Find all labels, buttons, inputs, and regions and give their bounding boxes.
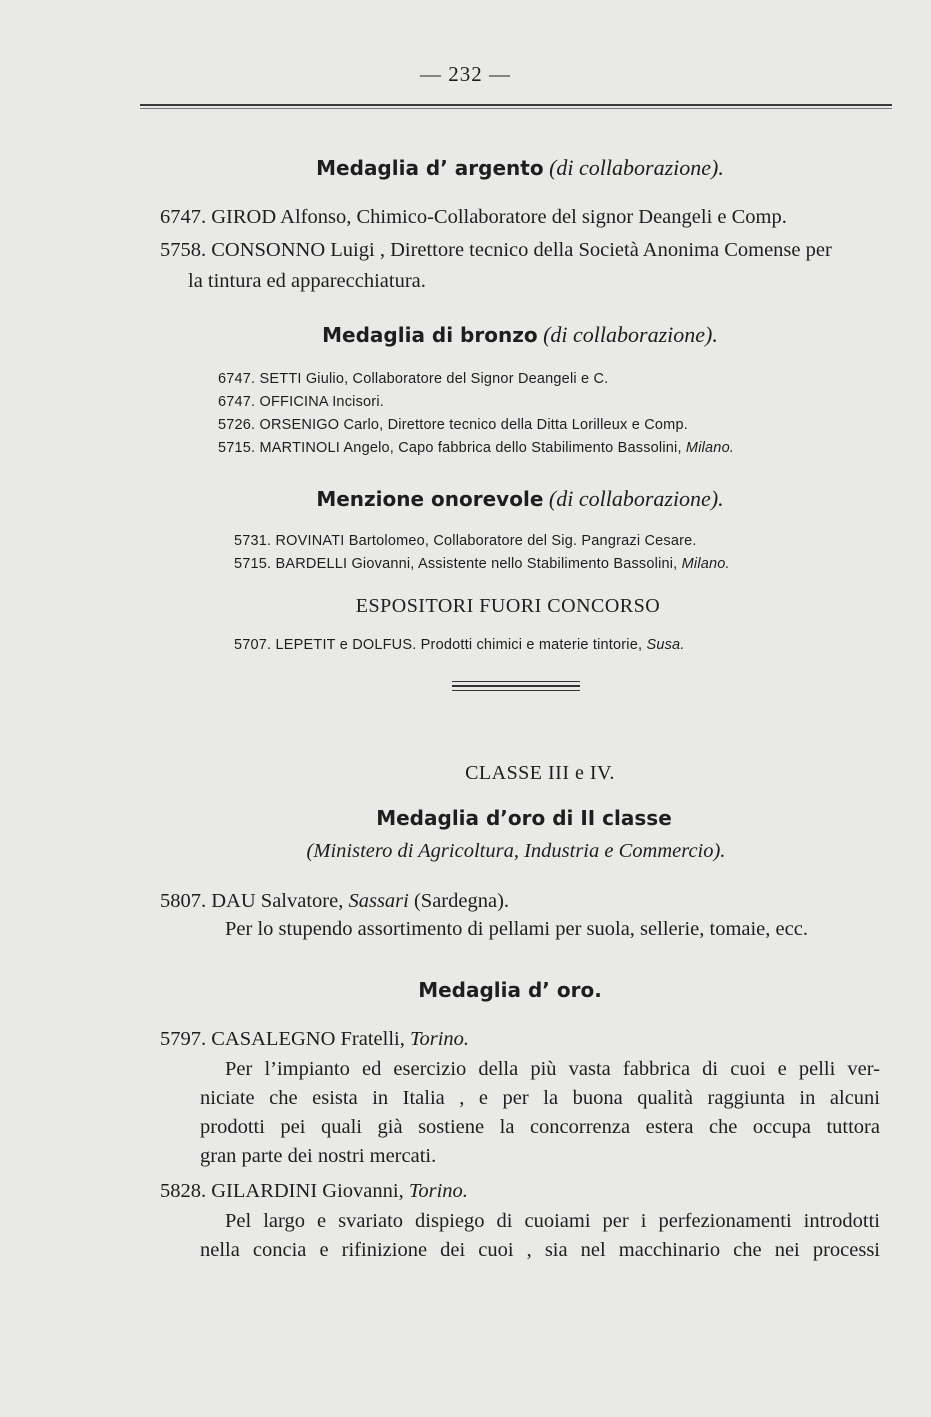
entry-martinoli — [218, 440, 734, 456]
entry-text: 5715. BARDELLI Giovanni, Assistente nello Stabilimento Bassolini, — [234, 556, 678, 572]
heading-menzione-onorevole — [0, 486, 931, 512]
casalegno-line-2: niciate che esista in Italia , e per la buona qualità raggiunta in alcuni — [200, 1087, 880, 1109]
casalegno-line-4: gran parte dei nostri mercati. — [200, 1145, 437, 1167]
entry-number: 6747. — [160, 206, 207, 228]
entry-place: Torino. — [408, 1180, 468, 1202]
entry-consonno-continuation: la tintura ed apparecchiatura. — [188, 270, 426, 292]
entry-region: (Sardegna). — [413, 890, 510, 912]
entry-rovinati: 5731. ROVINATI Bartolomeo, Collaboratore del Sig. Pangrazi Cesare. — [234, 533, 697, 549]
entry-text: CONSONNO Luigi , Direttore tecnico della Società Anonima Comense per — [211, 239, 832, 261]
heading-italic: (di collaborazione). — [543, 322, 718, 347]
entry-dau — [160, 890, 509, 913]
entry-orsenigo: 5726. ORSENIGO Carlo, Direttore tecnico della Ditta Lorilleux e Comp. — [218, 417, 688, 433]
entry-officina: 6747. OFFICINA Incisori. — [218, 394, 384, 410]
heading-bold: Medaglia di bronzo — [322, 323, 538, 347]
heading-italic: (di collaborazione). — [548, 486, 724, 511]
entry-casalegno — [160, 1028, 469, 1051]
entry-name: DAU Salvatore, — [211, 890, 344, 912]
heading-italic: (Ministero di Agricoltura, Industria e Commercio). — [306, 840, 726, 862]
ornament-rule-bottom — [452, 690, 580, 691]
heading-classe: CLASSE III e IV. — [465, 762, 615, 784]
page-number: — 232 — — [420, 62, 511, 86]
entry-girod — [160, 206, 787, 229]
entry-lepetit — [234, 637, 685, 653]
heading-medaglia-argento — [0, 155, 931, 181]
entry-number: 5797. — [160, 1028, 207, 1050]
casalegno-line-3: prodotti pei quali già sostiene la concorrenza estera che occupa tuttora — [200, 1116, 880, 1138]
ornament-rule-top — [452, 681, 580, 682]
entry-place: Milano. — [681, 556, 730, 572]
entry-place: Sassari — [348, 890, 409, 912]
entry-number: 5828. — [160, 1180, 207, 1202]
entry-bardelli — [234, 556, 730, 572]
entry-gilardini — [160, 1180, 468, 1203]
ornament-rule-middle — [452, 685, 580, 687]
entry-name: CASALEGNO Fratelli, — [211, 1028, 405, 1050]
heading-bold: Medaglia d’ argento — [316, 156, 544, 180]
heading-medaglia-oro-ii-classe: Medaglia d’oro di II classe — [376, 806, 672, 830]
heading-ministero — [0, 840, 931, 863]
entry-consonno — [160, 239, 832, 262]
heading-bold: Menzione onorevole — [316, 487, 544, 511]
header-rule — [140, 104, 892, 106]
entry-name: GILARDINI Giovanni, — [211, 1180, 404, 1202]
entry-number: 5807. — [160, 890, 207, 912]
entry-text: GIROD Alfonso, Chimico-Collaboratore del signor Deangeli e Comp. — [211, 206, 787, 228]
heading-medaglia-oro: Medaglia d’ oro. — [418, 978, 602, 1002]
gilardini-line-2: nella concia e rifinizione dei cuoi , sia nel macchinario che nei processi — [200, 1239, 880, 1261]
casalegno-line-1: Per l’impianto ed esercizio della più vasta fabbrica di cuoi e pelli ver- — [225, 1058, 880, 1080]
gilardini-line-1: Pel largo e svariato dispiego di cuoiami per i perfezionamenti introdotti — [225, 1210, 880, 1232]
heading-espositori-fuori-concorso: ESPOSITORI FUORI CONCORSO — [355, 595, 661, 617]
entry-dau-description: Per lo stupendo assortimento di pellami per suola, sellerie, tomaie, ecc. — [225, 918, 808, 940]
entry-text: 5715. MARTINOLI Angelo, Capo fabbrica dello Stabilimento Bassolini, — [218, 440, 682, 456]
header-rule-thin — [140, 108, 892, 109]
entry-setti: 6747. SETTI Giulio, Collaboratore del Signor Deangeli e C. — [218, 371, 609, 387]
entry-text: 5707. LEPETIT e DOLFUS. Prodotti chimici e materie tintorie, — [234, 637, 643, 653]
heading-medaglia-bronzo — [0, 322, 931, 348]
entry-place: Susa. — [646, 637, 685, 653]
entry-place: Torino. — [409, 1028, 470, 1050]
entry-number: 5758. — [160, 239, 207, 261]
entry-place: Milano. — [685, 440, 735, 456]
heading-italic: (di collaborazione). — [549, 155, 724, 180]
